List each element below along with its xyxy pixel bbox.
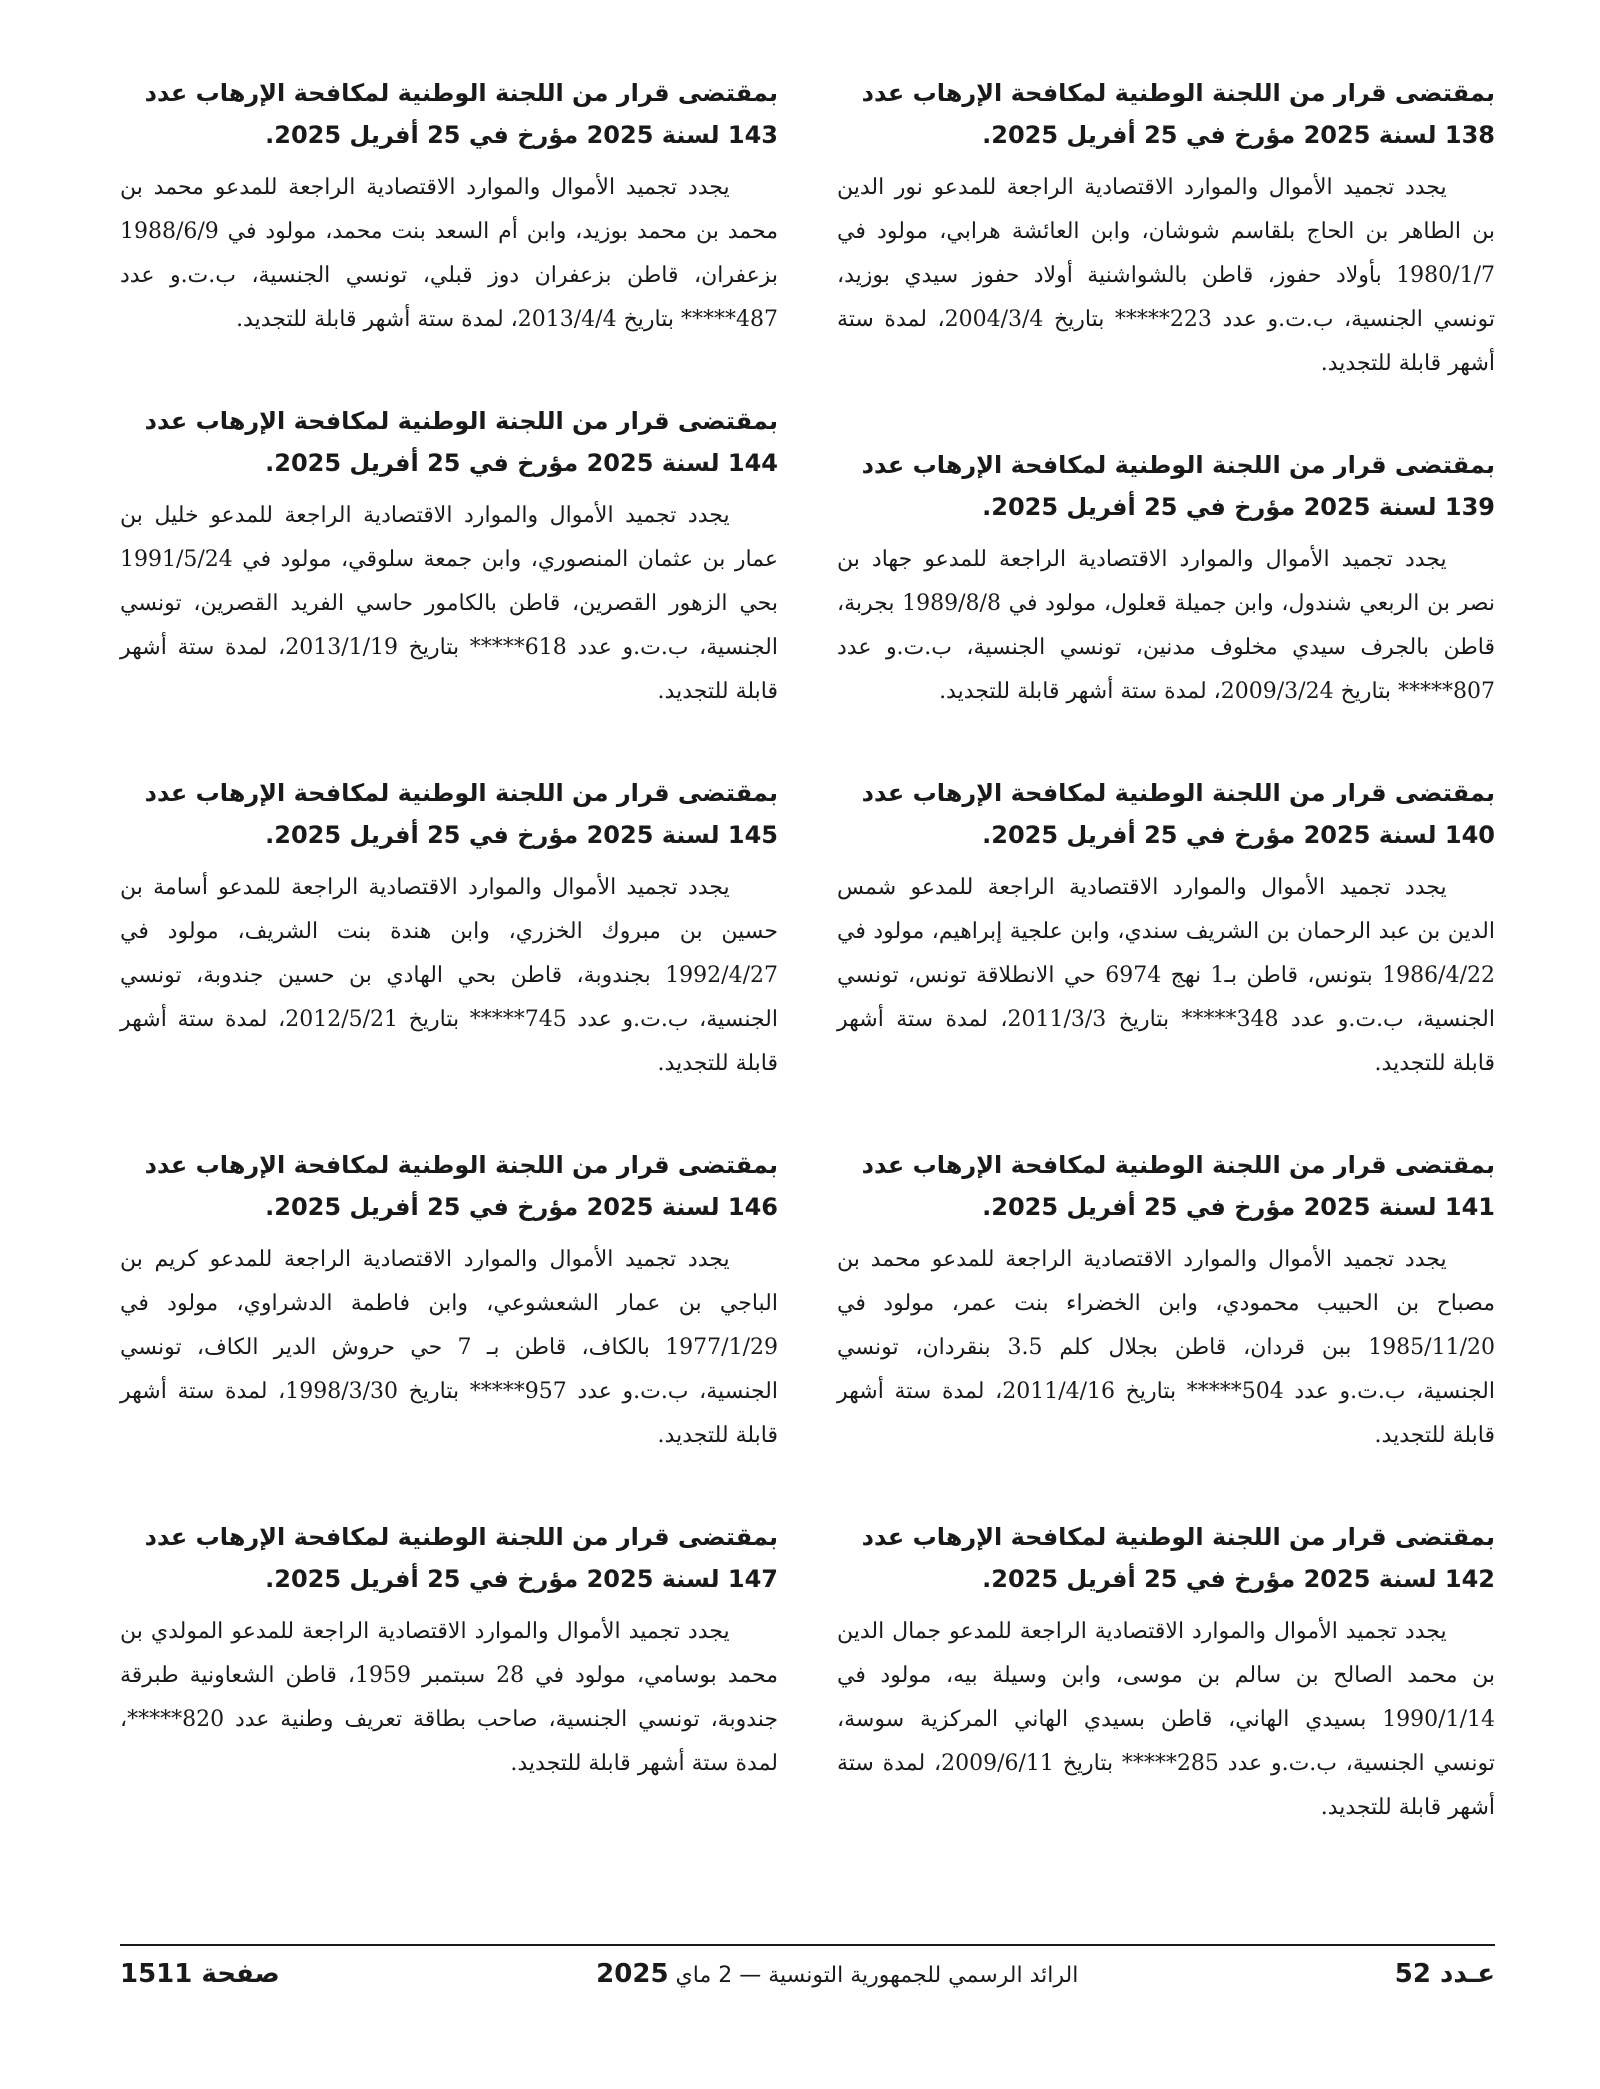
page-footer <box>120 1954 1495 1994</box>
decision-entry <box>837 1144 1495 1458</box>
decision-text: يجدد تجميد الأموال والموارد الاقتصادية الراجعة للمدعو جهاد بن نصر بن الربعي شندول، وابن جميلة قعلول، مولود في 1989/8/8 بجربة، قاطن بالجرف سيدي مخلوف مدنين، تونسي الجنسية، ب.ت.و عدد 807***** بتاريخ 2009/3/24، لمدة ستة أشهر قابلة للتجديد. <box>837 547 1495 704</box>
journal-name-date: الرائد الرسمي للجمهورية التونسية — 2 ماي <box>675 1963 1079 1988</box>
decision-title: بمقتضى قرار من اللجنة الوطنية لمكافحة الإرهاب عدد 144 لسنة 2025 مؤرخ في 25 أفريل 2025. <box>144 407 778 477</box>
decision-text: يجدد تجميد الأموال والموارد الاقتصادية الراجعة للمدعو خليل بن عمار بن عثمان المنصوري، وابن جمعة سلوقي، مولود في 1991/5/24 بحي الزهور القصرين، قاطن بالكامور حاسي الفريد القصرين، تونسي الجنسية، ب.ت.و عدد 618***** بتاريخ 2013/1/19، لمدة ستة أشهر قابلة للتجديد. <box>120 503 778 704</box>
decision-text: يجدد تجميد الأموال والموارد الاقتصادية الراجعة للمدعو المولدي بن محمد بوسامي، مولود في 28 سبتمبر 1959، قاطن الشعاونية طبرقة جندوبة، تونسي الجنسية، صاحب بطاقة تعريف وطنية عدد 820*****، لمدة ستة أشهر قابلة للتجديد. <box>120 1619 778 1776</box>
decision-text: يجدد تجميد الأموال والموارد الاقتصادية الراجعة للمدعو أسامة بن حسين بن مبروك الخزري، وابن هندة بنت الشريف، مولود في 1992/4/27 بجندوبة، قاطن بحي الهادي بن حسين جندوبة، تونسي الجنسية، ب.ت.و عدد 745***** بتاريخ 2012/5/21، لمدة ستة أشهر قابلة للتجديد. <box>120 875 778 1076</box>
decision-title: بمقتضى قرار من اللجنة الوطنية لمكافحة الإرهاب عدد 138 لسنة 2025 مؤرخ في 25 أفريل 2025. <box>861 79 1495 149</box>
decision-entry <box>120 400 778 714</box>
page-number: صفحة 1511 <box>120 1959 280 1989</box>
decision-text: يجدد تجميد الأموال والموارد الاقتصادية الراجعة للمدعو محمد بن محمد بن محمد بوزيد، وابن أم السعد بنت محمد، مولود في 1988/6/9 بزعفران، قاطن بزعفران دوز قبلي، تونسي الجنسية، ب.ت.و عدد 487***** بتاريخ 2013/4/4، لمدة ستة أشهر قابلة للتجديد. <box>120 175 778 332</box>
decision-entry <box>837 72 1495 386</box>
footer-divider <box>120 1944 1495 1946</box>
decision-entry <box>120 772 778 1086</box>
column-left <box>120 72 778 1888</box>
decision-text: يجدد تجميد الأموال والموارد الاقتصادية الراجعة للمدعو نور الدين بن الطاهر بن الحاج بلقاسم شوشان، وابن العائشة هرابي، مولود في 1980/1/7 بأولاد حفوز، قاطن بالشواشنية أولاد حفوز سيدي بوزيد، تونسي الجنسية، ب.ت.و عدد 223***** بتاريخ 2004/3/4، لمدة ستة أشهر قابلة للتجديد. <box>837 175 1495 376</box>
decision-text: يجدد تجميد الأموال والموارد الاقتصادية الراجعة للمدعو كريم بن الباجي بن عمار الشعشوعي، وابن فاطمة الدشراوي، مولود في 1977/1/29 بالكاف، قاطن بـ 7 حي حروش الدير الكاف، تونسي الجنسية، ب.ت.و عدد 957***** بتاريخ 1998/3/30، لمدة ستة أشهر قابلة للتجديد. <box>120 1247 778 1448</box>
decision-text: يجدد تجميد الأموال والموارد الاقتصادية الراجعة للمدعو جمال الدين بن محمد الصالح بن سالم بن موسى، وابن وسيلة بيه، مولود في 1990/1/14 بسيدي الهاني، قاطن بسيدي الهاني المركزية سوسة، تونسي الجنسية، ب.ت.و عدد 285***** بتاريخ 2009/6/11، لمدة ستة أشهر قابلة للتجديد. <box>837 1619 1495 1820</box>
journal-title <box>596 1959 1078 1989</box>
decision-title: بمقتضى قرار من اللجنة الوطنية لمكافحة الإرهاب عدد 141 لسنة 2025 مؤرخ في 25 أفريل 2025. <box>861 1151 1495 1221</box>
decision-title: بمقتضى قرار من اللجنة الوطنية لمكافحة الإرهاب عدد 139 لسنة 2025 مؤرخ في 25 أفريل 2025. <box>861 451 1495 521</box>
decision-title: بمقتضى قرار من اللجنة الوطنية لمكافحة الإرهاب عدد 145 لسنة 2025 مؤرخ في 25 أفريل 2025. <box>144 779 778 849</box>
journal-year: 2025 <box>596 1959 669 1989</box>
column-right <box>837 72 1495 1888</box>
content-columns <box>120 72 1495 1888</box>
decision-title: بمقتضى قرار من اللجنة الوطنية لمكافحة الإرهاب عدد 143 لسنة 2025 مؤرخ في 25 أفريل 2025. <box>144 79 778 149</box>
decision-title: بمقتضى قرار من اللجنة الوطنية لمكافحة الإرهاب عدد 140 لسنة 2025 مؤرخ في 25 أفريل 2025. <box>861 779 1495 849</box>
decision-entry <box>120 1516 778 1786</box>
decision-text: يجدد تجميد الأموال والموارد الاقتصادية الراجعة للمدعو محمد بن مصباح بن الحبيب محمودي، وابن الخضراء بنت عمر، مولود في 1985/11/20 ببن قردان، قاطن بجلال كلم 3.5 بنقردان، تونسي الجنسية، ب.ت.و عدد 504***** بتاريخ 2011/4/16، لمدة ستة أشهر قابلة للتجديد. <box>837 1247 1495 1448</box>
decision-entry <box>837 772 1495 1086</box>
decision-text: يجدد تجميد الأموال والموارد الاقتصادية الراجعة للمدعو شمس الدين بن عبد الرحمان بن الشريف سندي، وابن علجية إبراهيم، مولود في 1986/4/22 بتونس، قاطن بـ1 نهج 6974 حي الانطلاقة تونس، تونسي الجنسية، ب.ت.و عدد 348***** بتاريخ 2011/3/3، لمدة ستة أشهر قابلة للتجديد. <box>837 875 1495 1076</box>
decision-entry <box>837 1516 1495 1830</box>
decision-title: بمقتضى قرار من اللجنة الوطنية لمكافحة الإرهاب عدد 146 لسنة 2025 مؤرخ في 25 أفريل 2025. <box>144 1151 778 1221</box>
decision-entry <box>837 444 1495 714</box>
decision-entry <box>120 72 778 342</box>
issue-number: عـدد 52 <box>1394 1959 1495 1989</box>
decision-entry <box>120 1144 778 1458</box>
decision-title: بمقتضى قرار من اللجنة الوطنية لمكافحة الإرهاب عدد 147 لسنة 2025 مؤرخ في 25 أفريل 2025. <box>144 1523 778 1593</box>
decision-title: بمقتضى قرار من اللجنة الوطنية لمكافحة الإرهاب عدد 142 لسنة 2025 مؤرخ في 25 أفريل 2025. <box>861 1523 1495 1593</box>
